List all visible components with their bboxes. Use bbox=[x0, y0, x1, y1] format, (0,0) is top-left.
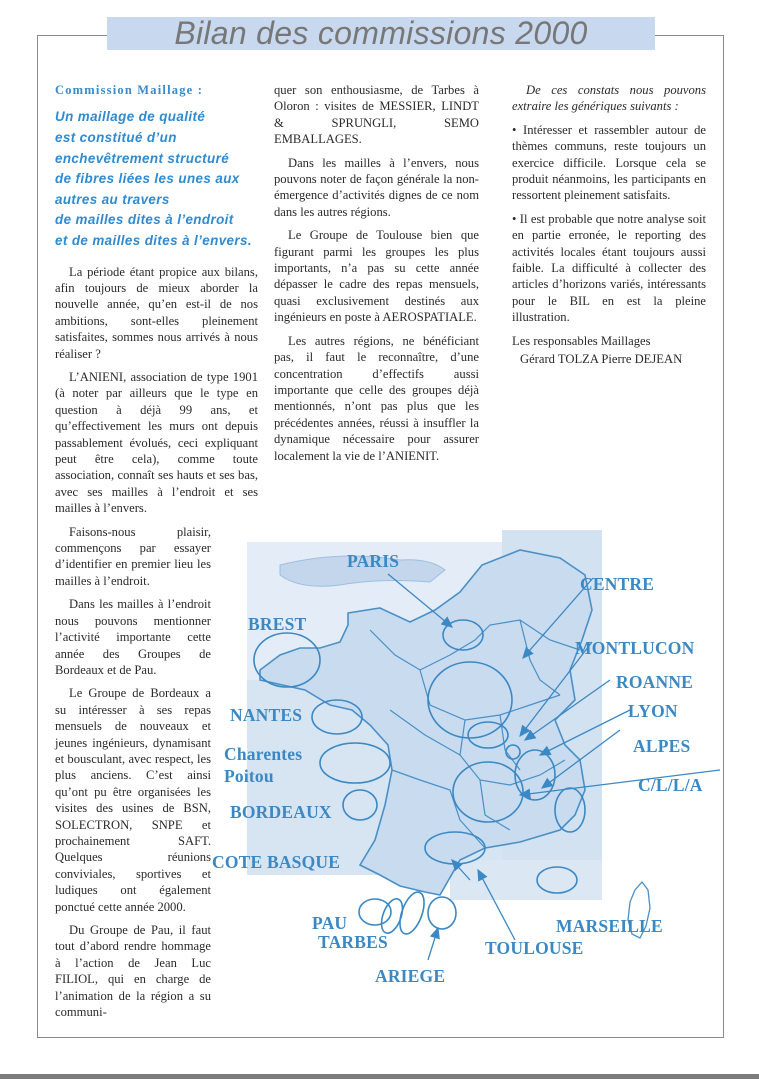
lead-line: autres au travers bbox=[55, 191, 170, 207]
lead-line: est constitué d’un bbox=[55, 130, 177, 145]
conclusions-intro: De ces constats nous pouvons extraire les génériques suivants : bbox=[512, 83, 706, 114]
paragraph-continuation: quer son enthousiasme, de Tarbes à Oloron : visites de MESSIER, LINDT & SPRUNGLI, SEMO EMBALLAGES. bbox=[274, 83, 479, 147]
map-label-poitou: Poitou bbox=[224, 766, 274, 786]
narrow-text-block bbox=[55, 524, 211, 1021]
map-label-clla: C/L/L/A bbox=[638, 775, 703, 795]
signature-label: Les responsables Maillages bbox=[512, 333, 651, 348]
map-label-brest: BREST bbox=[248, 614, 307, 634]
page-title: Bilan des commissions 2000 bbox=[174, 15, 588, 51]
map-label-montlucon: MONTLUCON bbox=[575, 638, 695, 658]
paragraph: Les autres régions, ne bénéficiant pas, il faut le reconnaître, d’une concentration d’effectifs aussi importante que celle des groupes déjà mentionnés, n’ont pas plus que les précédentes années, réussi à insuffler la dynamique nécessaire pour assurer localement la vie de l’ANIENIT. bbox=[274, 333, 479, 463]
map-label-charentes: Charentes bbox=[224, 744, 303, 764]
map-label-roanne: ROANNE bbox=[616, 672, 694, 692]
lead-line: de fibres liées les unes aux bbox=[55, 171, 240, 187]
title-banner bbox=[107, 17, 655, 50]
map-label-paris: PARIS bbox=[347, 551, 400, 571]
map-label-tarbes: TARBES bbox=[318, 932, 388, 952]
bullet-item: • Il est probable que notre analyse soit en partie erronée, le reporting des activités locales étant toujours aussi faible. La difficulté à collecter des articles d’horizons variés, intéressants pour le BIL en est la pleine illustration. bbox=[512, 211, 706, 325]
map-label-toulouse: TOULOUSE bbox=[485, 938, 584, 958]
lead-line: et de mailles dites à l’envers. bbox=[55, 232, 252, 248]
map-background-med bbox=[450, 860, 602, 900]
lead-line: de mailles dites à l’endroit bbox=[55, 212, 234, 228]
lead-line: enchevêtrement structuré bbox=[55, 150, 230, 166]
map-label-ariege: ARIEGE bbox=[375, 966, 446, 986]
paragraph: Dans les mailles à l’envers, nous pouvons noter de façon générale la non-émergence d’activités dignes de ce nom dans les autres régions. bbox=[274, 155, 479, 219]
signature-names: Gérard TOLZA Pierre DEJEAN bbox=[520, 352, 683, 367]
map-label-lyon: LYON bbox=[628, 701, 678, 721]
map-label-centre: CENTRE bbox=[580, 574, 655, 594]
frame-top-rule-right bbox=[654, 35, 724, 36]
map-label-alpes: ALPES bbox=[633, 736, 691, 756]
france-map-graphic bbox=[220, 530, 720, 1010]
column-2 bbox=[274, 82, 479, 471]
bullet-item: • Intéresser et rassembler autour de thèmes communs, reste toujours un exercice difficile. Lorsque cela se produit néanmoins, les participants en ressortent pleinement satisfaits. bbox=[512, 122, 706, 203]
map-label-nantes: NANTES bbox=[230, 705, 303, 725]
map-label-cote-basque: COTE BASQUE bbox=[212, 852, 341, 872]
bottom-bar bbox=[0, 1074, 759, 1079]
frame-top-rule-left bbox=[37, 35, 109, 36]
map-label-pau: PAU bbox=[312, 913, 348, 933]
regions-map bbox=[212, 530, 720, 1010]
section-heading: Commission Maillage : bbox=[55, 83, 204, 97]
paragraph: Le Groupe de Bordeaux a su intéresser à ses repas mensuels de nouveaux et jeunes ingénieurs, dynamisant et bousculant, avec respect, les plus anciens. C’est ainsi qu’ont pu être organisées les visites des usines de BSN, SOLECTRON, SNPE et prochainement SAFT. Quelques réunions conviviales, sportives et ludiques ont également ponctué cette année 2000. bbox=[55, 686, 211, 914]
map-label-bordeaux: BORDEAUX bbox=[230, 802, 332, 822]
paragraph: La période étant propice aux bilans, afin toujours de mieux aborder la nouvelle année, qu’en est-il de nos ambitions, sont-elles pleinement satisfaites, sommes nous arrivés à nous réaliser ? bbox=[55, 264, 258, 361]
lead-line: Un maillage de qualité bbox=[55, 109, 206, 125]
paragraph: Du Groupe de Pau, il faut tout d’abord rendre hommage à l’action de Jean Luc FILIOL, qui en charge de l’animation de la région a su communi- bbox=[55, 923, 211, 1020]
paragraph: Faisons-nous plaisir, commençons par essayer d’identifier en premier lieu les mailles à l’endroit. bbox=[55, 524, 211, 588]
lead-quote bbox=[55, 107, 258, 251]
paragraph: L’ANIENI, association de type 1901 (à noter par ailleurs que le type en question à déjà 99 ans, et qu’effectivement les murs ont depuis passablement évolués, ceci expliquant peut être cela), comme toute association, connaît ses hauts et ses bas, avec ses mailles à l’endroit et ses mailles à l’envers. bbox=[55, 370, 258, 516]
paragraph: Le Groupe de Toulouse bien que figurant parmi les groupes les plus importants, n’a pas su cette année dépasser le cadre des repas mensuels, quasi exclusivement destinés aux ingénieurs en poste à AEROSPATIALE. bbox=[274, 228, 479, 325]
column-3 bbox=[512, 82, 706, 368]
map-label-marseille: MARSEILLE bbox=[556, 916, 663, 936]
paragraph: Dans les mailles à l’endroit nous pouvons mentionner l’activité importante cette année des Groupes de Bordeaux et de Pau. bbox=[55, 597, 211, 677]
